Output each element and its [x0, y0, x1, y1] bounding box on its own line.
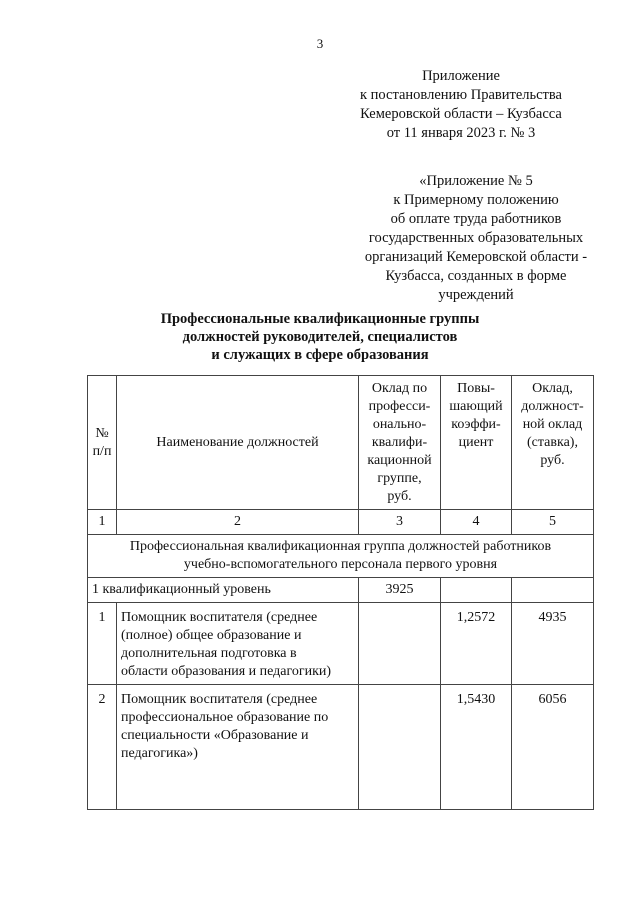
column-number: 3	[359, 510, 441, 535]
empty-cell	[359, 685, 441, 810]
annex5-line: «Приложение № 5	[419, 173, 533, 189]
annex-line: к постановлению Правительства	[360, 87, 562, 103]
title-line: Профессиональные квалификационные группы	[160, 311, 480, 327]
level-row	[88, 578, 594, 603]
title-line: должностей руководителей, специалистов	[182, 329, 458, 345]
row-num: 1	[88, 603, 117, 685]
empty-cell	[441, 578, 512, 603]
qualification-table	[87, 375, 594, 810]
annex5-line: к Примерному положению	[393, 192, 559, 208]
annex-line: Кемеровской области – Кузбасса	[360, 106, 562, 122]
table-header-row	[88, 376, 594, 510]
group-title: Профессиональная квалификационная группа должностей работников учебно-вспомогательного персонала первого уровня	[88, 535, 594, 578]
group-title-row	[88, 535, 594, 578]
annex5-header	[344, 172, 608, 305]
annex5-line: организаций Кемеровской области -	[364, 249, 588, 265]
level-salary: 3925	[359, 578, 441, 603]
position-name: Помощник воспитателя (среднее профессиональное образование по специальности «Образование и педагогика»)	[117, 685, 359, 810]
document-title	[120, 310, 520, 364]
annex5-line: государственных образовательных	[368, 230, 584, 246]
rate: 4935	[512, 603, 594, 685]
coefficient: 1,5430	[441, 685, 512, 810]
position-name: Помощник воспитателя (среднее (полное) общее образование и дополнительная подготовка в области образования и педагогики)	[117, 603, 359, 685]
level-label: 1 квалификационный уровень	[88, 578, 359, 603]
page-number: 3	[316, 36, 324, 51]
title-line: и служащих в сфере образования	[211, 347, 429, 363]
header-num: № п/п	[88, 376, 117, 510]
header-rate: Оклад, должност- ной оклад (ставка), руб.	[512, 376, 594, 510]
row-num: 2	[88, 685, 117, 810]
header-name: Наименование должностей	[117, 376, 359, 510]
header-coefficient: Повы- шающий коэффи- циент	[441, 376, 512, 510]
empty-cell	[359, 603, 441, 685]
annex-line: Приложение	[422, 68, 500, 84]
column-number: 5	[512, 510, 594, 535]
column-number-row	[88, 510, 594, 535]
table-row	[88, 685, 594, 810]
rate: 6056	[512, 685, 594, 810]
table-row	[88, 603, 594, 685]
column-number: 2	[117, 510, 359, 535]
annex5-line: Кузбасса, созданных в форме	[385, 268, 567, 284]
column-number: 1	[88, 510, 117, 535]
annex-header	[330, 67, 592, 143]
annex5-line: учреждений	[438, 287, 514, 303]
column-number: 4	[441, 510, 512, 535]
annex-line: от 11 января 2023 г. № 3	[386, 125, 536, 141]
header-salary: Оклад по професси- онально- квалифи- кационной группе, руб.	[359, 376, 441, 510]
coefficient: 1,2572	[441, 603, 512, 685]
annex5-line: об оплате труда работников	[390, 211, 562, 227]
empty-cell	[512, 578, 594, 603]
